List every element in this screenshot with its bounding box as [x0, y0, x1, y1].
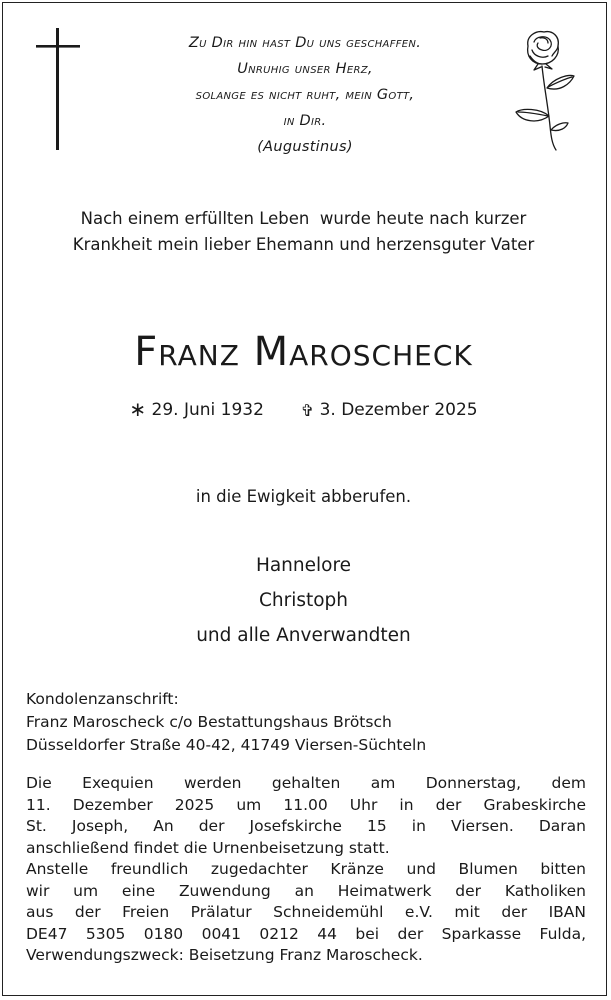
mourner-name: Christoph [258, 590, 349, 611]
bible-quote [100, 30, 510, 160]
quote-line: Zu Dir hin hast Du uns geschaffen. [188, 35, 422, 51]
mourner-name: Hannelore [255, 555, 352, 576]
details-line: anschließend findet die Urnenbeisetzung statt. [26, 838, 390, 857]
intro-line: Krankheit mein lieber Ehemann und herzensguter Vater [72, 235, 535, 254]
intro-line: Nach einem erfüllten Leben wurde heute nach kurzer [80, 209, 527, 228]
intro-text [0, 206, 607, 258]
details-line: 11. Dezember 2025 um 11.00 Uhr in der Grabeskirche [26, 795, 586, 814]
details-line: DE47 5305 0180 0041 0212 44 bei der Sparkasse Fulda, [26, 924, 586, 943]
called-home-text: in die Ewigkeit abberufen. [195, 487, 412, 506]
details-line: St. Joseph, An der Josefskirche 15 in Viersen. Daran [26, 817, 586, 835]
details-line: Die Exequien werden gehalten am Donnerstag, dem [26, 774, 586, 792]
details-line: Anstelle freundlich zugedachter Kränze und Blumen bitten [26, 860, 586, 878]
details-line: aus der Freien Prälatur Schneidemühl e.V. mit der IBAN [26, 903, 586, 921]
rose-icon [508, 26, 580, 154]
latin-cross-icon [36, 28, 80, 150]
deceased-name: Franz Maroscheck [134, 329, 473, 375]
funeral-details [26, 773, 586, 967]
mourners-list [0, 548, 607, 653]
birth-date: 29. Juni 1932 [151, 400, 264, 420]
quote-author: (Augustinus) [257, 139, 353, 155]
condolence-address [26, 688, 586, 757]
address-label: Kondolenzanschrift: [26, 690, 179, 708]
death-date: 3. Dezember 2025 [319, 400, 478, 420]
life-dates [0, 396, 607, 424]
quote-line: solange es nicht ruht, mein Gott, [195, 87, 415, 103]
address-line: Franz Maroscheck c/o Bestattungshaus Brötsch [26, 713, 392, 731]
birth-star-icon: ∗ [129, 397, 147, 421]
quote-line: in Dir. [283, 113, 327, 129]
details-line: Verwendungszweck: Beisetzung Franz Maroscheck. [26, 946, 423, 964]
address-line: Düsseldorfer Straße 40-42, 41749 Viersen-Süchteln [26, 736, 427, 754]
details-line: wir um eine Zuwendung an Heimatwerk der Katholiken [26, 881, 586, 900]
mourner-name: und alle Anverwandten [196, 625, 411, 646]
quote-line: Unruhig unser Herz, [237, 61, 373, 77]
death-cross-icon: ✞ [300, 401, 315, 420]
